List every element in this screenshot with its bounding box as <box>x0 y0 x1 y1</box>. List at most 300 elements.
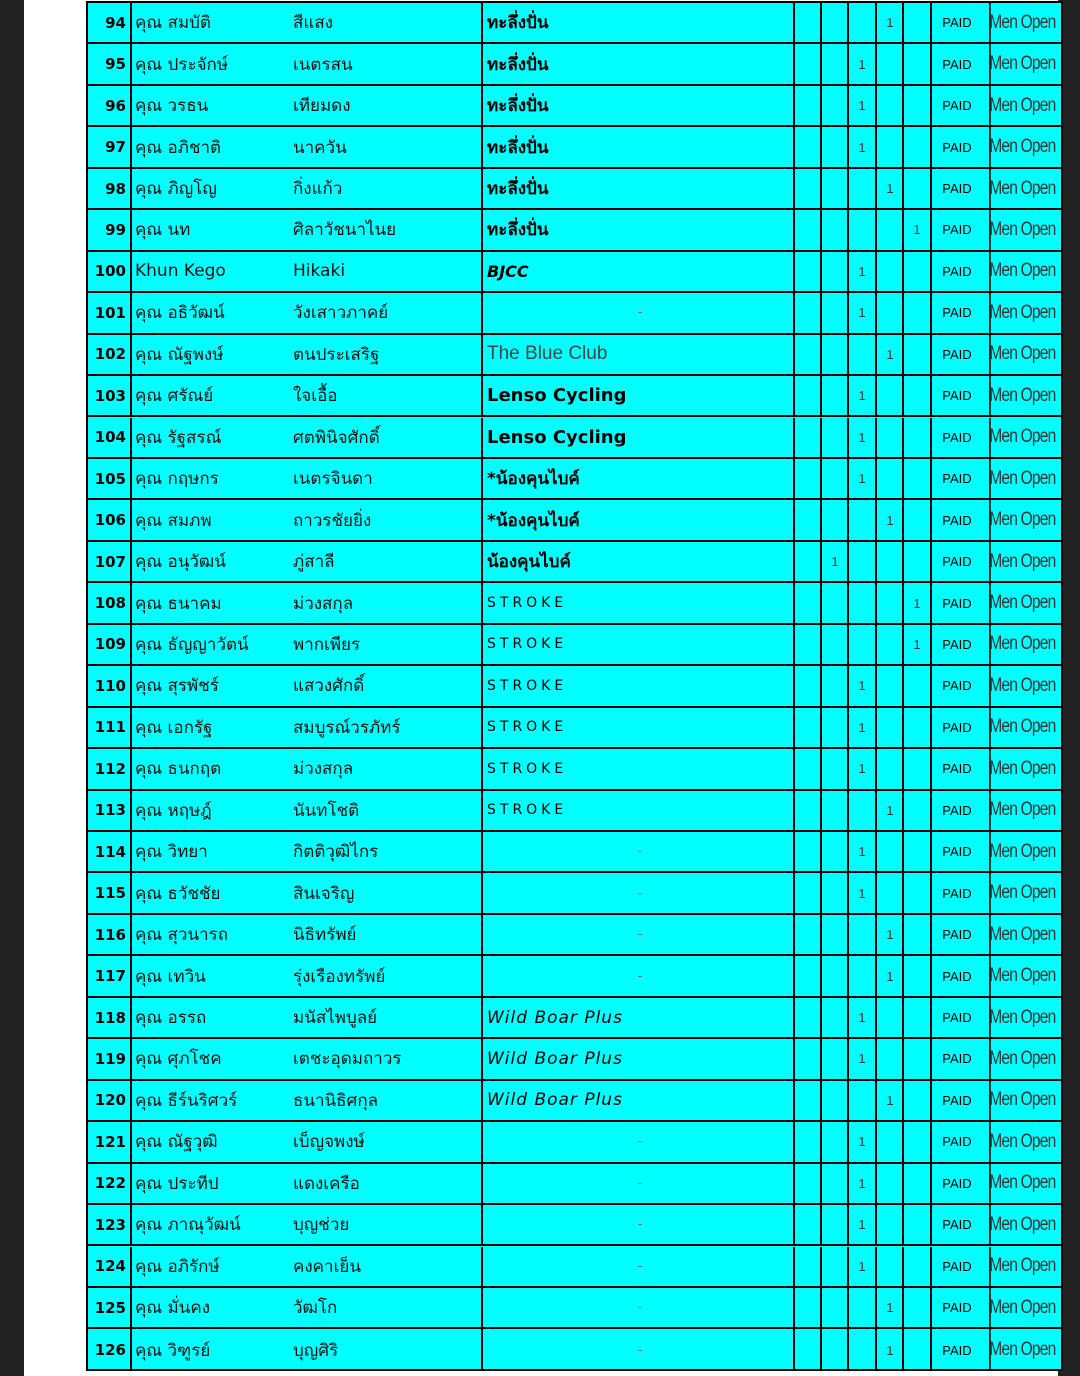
count-cell-col2 <box>820 210 848 249</box>
count-cell-col4 <box>875 832 903 871</box>
last-name: ธนานิธิศกุล <box>293 1090 379 1111</box>
club-name: - <box>481 873 793 912</box>
count-cell-col1 <box>793 1039 821 1078</box>
category: Men Open <box>989 583 1054 622</box>
table-row <box>88 1205 1061 1246</box>
row-number: 108 <box>94 594 126 613</box>
count-cell-col1 <box>793 998 821 1037</box>
count-cell-col3 <box>847 210 875 249</box>
first-name: คุณ ศุภโชค <box>130 1039 290 1078</box>
payment-status: PAID <box>930 832 982 871</box>
row-number: 120 <box>94 1091 126 1110</box>
table-row <box>88 459 1061 500</box>
count-cell-col2 <box>820 1329 848 1370</box>
payment-status: PAID <box>930 749 982 788</box>
count-cell-col3 <box>847 1288 875 1327</box>
club-name: - <box>481 1329 793 1370</box>
payment-status: PAID <box>930 293 982 332</box>
row-number: 101 <box>94 303 126 322</box>
count-cell-col5: 1 <box>902 625 930 664</box>
count-cell-col5 <box>902 998 930 1037</box>
count-cell-col4 <box>875 44 903 83</box>
payment-status: PAID <box>930 1081 982 1120</box>
first-name: คุณ เทวิน <box>130 956 290 995</box>
row-number: 119 <box>94 1049 126 1068</box>
table-row <box>88 335 1061 376</box>
count-cell-col3: 1 <box>847 998 875 1037</box>
count-cell-col1 <box>793 459 821 498</box>
last-name: วังเสาวภาคย์ <box>293 303 389 324</box>
club-name: STROKE <box>481 625 793 664</box>
club-name: Lenso Cycling <box>481 376 793 415</box>
category: Men Open <box>989 1122 1054 1161</box>
category: Men Open <box>989 252 1054 291</box>
payment-status: PAID <box>930 376 982 415</box>
first-name: คุณ วรธน <box>130 86 290 125</box>
row-number: 112 <box>94 759 126 778</box>
table-row <box>88 252 1061 293</box>
first-name: คุณ ณัฐวุฒิ <box>130 1122 290 1161</box>
club-name: น้องคุนไบค์ <box>481 542 793 581</box>
count-cell-col1 <box>793 666 821 705</box>
last-name: นันทโชติ <box>293 800 360 821</box>
first-name: คุณ ธนกฤต <box>130 749 290 788</box>
count-cell-col5 <box>902 1164 930 1203</box>
payment-status: PAID <box>930 666 982 705</box>
count-cell-col3: 1 <box>847 873 875 912</box>
last-name: ม่วงสกุล <box>293 593 354 614</box>
first-name: คุณ ณัฐพงษ์ <box>130 335 290 374</box>
count-cell-col5 <box>902 500 930 539</box>
count-cell-col1 <box>793 252 821 291</box>
count-cell-col1 <box>793 1288 821 1327</box>
payment-status: PAID <box>930 791 982 830</box>
last-name: ถาวรชัยยิ่ง <box>293 510 372 531</box>
row-number: 125 <box>94 1298 126 1317</box>
last-name: Hikaki <box>293 261 346 282</box>
count-cell-col1 <box>793 873 821 912</box>
first-name: คุณ สมภพ <box>130 500 290 539</box>
club-name: STROKE <box>481 583 793 622</box>
count-cell-col1 <box>793 583 821 622</box>
row-number: 103 <box>94 386 126 405</box>
count-cell-col3: 1 <box>847 376 875 415</box>
count-cell-col2: 1 <box>820 542 848 581</box>
count-cell-col4 <box>875 998 903 1037</box>
category: Men Open <box>989 749 1054 788</box>
count-cell-col4 <box>875 127 903 166</box>
table-row <box>88 708 1061 749</box>
club-name: The Blue Club <box>481 335 793 374</box>
club-name: STROKE <box>481 708 793 747</box>
table-row <box>88 832 1061 873</box>
count-cell-col2 <box>820 832 848 871</box>
count-cell-col5 <box>902 169 930 208</box>
count-cell-col2 <box>820 3 848 42</box>
first-name: คุณ วิทยา <box>130 832 290 871</box>
first-name: คุณ ธัญญาวัตน์ <box>130 625 290 664</box>
category: Men Open <box>989 1247 1054 1286</box>
count-cell-col2 <box>820 335 848 374</box>
count-cell-col2 <box>820 418 848 457</box>
row-number: 113 <box>94 801 126 820</box>
count-cell-col4 <box>875 1205 903 1244</box>
club-name: STROKE <box>481 749 793 788</box>
last-name: รุ่งเรืองทรัพย์ <box>293 966 386 987</box>
count-cell-col1 <box>793 1081 821 1120</box>
count-cell-col5 <box>902 3 930 42</box>
count-cell-col3: 1 <box>847 708 875 747</box>
last-name: สีแสง <box>293 13 334 34</box>
payment-status: PAID <box>930 873 982 912</box>
table-row <box>88 1039 1061 1080</box>
first-name: คุณ ประทีป <box>130 1164 290 1203</box>
category: Men Open <box>989 708 1054 747</box>
count-cell-col5 <box>902 1122 930 1161</box>
first-name: คุณ เอกรัฐ <box>130 708 290 747</box>
count-cell-col2 <box>820 1288 848 1327</box>
count-cell-col2 <box>820 749 848 788</box>
count-cell-col5 <box>902 252 930 291</box>
payment-status: PAID <box>930 500 982 539</box>
row-number: 122 <box>94 1174 126 1193</box>
count-cell-col4: 1 <box>875 915 903 954</box>
payment-status: PAID <box>930 44 982 83</box>
first-name: คุณ ศรัณย์ <box>130 376 290 415</box>
payment-status: PAID <box>930 86 982 125</box>
count-cell-col4: 1 <box>875 1329 903 1370</box>
payment-status: PAID <box>930 998 982 1037</box>
category: Men Open <box>989 666 1054 705</box>
count-cell-col2 <box>820 1164 848 1203</box>
count-cell-col2 <box>820 293 848 332</box>
row-number: 95 <box>105 55 126 74</box>
category: Men Open <box>989 956 1054 995</box>
count-cell-col2 <box>820 169 848 208</box>
category: Men Open <box>989 1081 1054 1120</box>
category: Men Open <box>989 832 1054 871</box>
count-cell-col1 <box>793 127 821 166</box>
row-number: 124 <box>94 1257 126 1276</box>
count-cell-col3: 1 <box>847 418 875 457</box>
count-cell-col4 <box>875 376 903 415</box>
count-cell-col3 <box>847 500 875 539</box>
row-number: 118 <box>94 1008 126 1027</box>
club-name: ทะลึ่งปั่น <box>481 169 793 208</box>
last-name: แสวงศักดิ์ <box>293 676 365 697</box>
payment-status: PAID <box>930 3 982 42</box>
club-name: ทะลึ่งปั่น <box>481 44 793 83</box>
table-row <box>88 210 1061 251</box>
count-cell-col2 <box>820 459 848 498</box>
count-cell-col4 <box>875 1039 903 1078</box>
count-cell-col1 <box>793 335 821 374</box>
first-name: คุณ อนุวัฒน์ <box>130 542 290 581</box>
category: Men Open <box>989 542 1054 581</box>
count-cell-col1 <box>793 1122 821 1161</box>
table-row <box>88 1288 1061 1329</box>
row-number: 115 <box>94 884 126 903</box>
row-number: 100 <box>94 262 126 281</box>
last-name: แดงเครือ <box>293 1173 360 1194</box>
count-cell-col1 <box>793 708 821 747</box>
document-page <box>24 0 1058 1376</box>
club-name: Lenso Cycling <box>481 418 793 457</box>
table-row <box>88 500 1061 541</box>
table-row <box>88 1122 1061 1163</box>
club-name: - <box>481 956 793 995</box>
category: Men Open <box>989 1039 1054 1078</box>
count-cell-col4 <box>875 210 903 249</box>
count-cell-col5 <box>902 86 930 125</box>
table-row <box>88 1164 1061 1205</box>
row-number: 126 <box>94 1341 126 1360</box>
last-name: บุญช่วย <box>293 1215 350 1236</box>
count-cell-col1 <box>793 915 821 954</box>
count-cell-col1 <box>793 293 821 332</box>
first-name: คุณ สุรพัชร์ <box>130 666 290 705</box>
category: Men Open <box>989 500 1054 539</box>
count-cell-col5 <box>902 376 930 415</box>
category: Men Open <box>989 1329 1054 1370</box>
count-cell-col3 <box>847 335 875 374</box>
count-cell-col5 <box>902 127 930 166</box>
payment-status: PAID <box>930 1164 982 1203</box>
club-name: - <box>481 1122 793 1161</box>
table-row <box>88 666 1061 707</box>
count-cell-col2 <box>820 625 848 664</box>
count-cell-col5 <box>902 293 930 332</box>
count-cell-col5 <box>902 915 930 954</box>
last-name: เบ็ญจพงษ์ <box>293 1132 365 1153</box>
first-name: คุณ กฤษกร <box>130 459 290 498</box>
club-name: ทะลึ่งปั่น <box>481 3 793 42</box>
count-cell-col3: 1 <box>847 1247 875 1286</box>
row-number: 111 <box>94 718 126 737</box>
club-name: - <box>481 1247 793 1286</box>
club-name: - <box>481 1288 793 1327</box>
count-cell-col2 <box>820 1122 848 1161</box>
last-name: คงคาเย็น <box>293 1256 361 1277</box>
last-name: ม่วงสกุล <box>293 759 354 780</box>
count-cell-col3: 1 <box>847 86 875 125</box>
count-cell-col3: 1 <box>847 1164 875 1203</box>
count-cell-col3 <box>847 956 875 995</box>
first-name: คุณ อรรถ <box>130 998 290 1037</box>
count-cell-col1 <box>793 500 821 539</box>
first-name: คุณ อภิชาติ <box>130 127 290 166</box>
count-cell-col2 <box>820 1039 848 1078</box>
count-cell-col4 <box>875 459 903 498</box>
row-number: 102 <box>94 345 126 364</box>
row-number: 98 <box>105 179 126 198</box>
last-name: เนตรสน <box>293 54 353 75</box>
club-name: Wild Boar Plus <box>481 998 793 1037</box>
category: Men Open <box>989 459 1054 498</box>
count-cell-col3: 1 <box>847 666 875 705</box>
count-cell-col1 <box>793 210 821 249</box>
club-name: Wild Boar Plus <box>481 1039 793 1078</box>
count-cell-col4: 1 <box>875 791 903 830</box>
table-row <box>88 749 1061 790</box>
count-cell-col4: 1 <box>875 1081 903 1120</box>
payment-status: PAID <box>930 542 982 581</box>
count-cell-col1 <box>793 376 821 415</box>
payment-status: PAID <box>930 252 982 291</box>
count-cell-col5 <box>902 956 930 995</box>
count-cell-col4 <box>875 583 903 622</box>
count-cell-col1 <box>793 956 821 995</box>
table-row <box>88 625 1061 666</box>
count-cell-col2 <box>820 1081 848 1120</box>
table-row <box>88 376 1061 417</box>
table-row <box>88 791 1061 832</box>
category: Men Open <box>989 169 1054 208</box>
count-cell-col5 <box>902 873 930 912</box>
last-name: กิ่งแก้ว <box>293 179 343 200</box>
last-name: นาควัน <box>293 137 347 158</box>
count-cell-col3: 1 <box>847 1122 875 1161</box>
table-row <box>88 915 1061 956</box>
count-cell-col4 <box>875 666 903 705</box>
club-name: BJCC <box>481 252 793 291</box>
count-cell-col4: 1 <box>875 1288 903 1327</box>
count-cell-col2 <box>820 915 848 954</box>
payment-status: PAID <box>930 583 982 622</box>
club-name: - <box>481 915 793 954</box>
count-cell-col4 <box>875 708 903 747</box>
club-name: *น้องคุนไบค์ <box>481 500 793 539</box>
count-cell-col2 <box>820 1247 848 1286</box>
count-cell-col3: 1 <box>847 293 875 332</box>
count-cell-col1 <box>793 44 821 83</box>
count-cell-col3 <box>847 915 875 954</box>
count-cell-col3 <box>847 625 875 664</box>
count-cell-col3 <box>847 583 875 622</box>
count-cell-col5 <box>902 1329 930 1370</box>
payment-status: PAID <box>930 915 982 954</box>
count-cell-col4 <box>875 873 903 912</box>
count-cell-col1 <box>793 1205 821 1244</box>
count-cell-col2 <box>820 666 848 705</box>
payment-status: PAID <box>930 1205 982 1244</box>
count-cell-col4 <box>875 418 903 457</box>
payment-status: PAID <box>930 127 982 166</box>
count-cell-col5 <box>902 749 930 788</box>
registration-table <box>86 1 1063 1371</box>
count-cell-col5 <box>902 44 930 83</box>
category: Men Open <box>989 44 1054 83</box>
count-cell-col1 <box>793 749 821 788</box>
last-name: ใจเอื้อ <box>293 386 338 407</box>
count-cell-col1 <box>793 542 821 581</box>
last-name: บุญศิริ <box>293 1340 339 1361</box>
club-name: ทะลึ่งปั่น <box>481 127 793 166</box>
club-name: STROKE <box>481 666 793 705</box>
count-cell-col4: 1 <box>875 500 903 539</box>
count-cell-col5 <box>902 708 930 747</box>
count-cell-col2 <box>820 44 848 83</box>
last-name: เตชะอุดมถาวร <box>293 1049 402 1070</box>
count-cell-col4 <box>875 749 903 788</box>
count-cell-col3: 1 <box>847 459 875 498</box>
club-name: - <box>481 832 793 871</box>
row-number: 116 <box>94 925 126 944</box>
club-name: STROKE <box>481 791 793 830</box>
club-name: - <box>481 1164 793 1203</box>
count-cell-col3: 1 <box>847 252 875 291</box>
row-number: 117 <box>94 967 126 986</box>
count-cell-col2 <box>820 376 848 415</box>
count-cell-col1 <box>793 1164 821 1203</box>
first-name: คุณ อภิรักษ์ <box>130 1247 290 1286</box>
table-row <box>88 583 1061 624</box>
count-cell-col2 <box>820 583 848 622</box>
category: Men Open <box>989 625 1054 664</box>
table-row <box>88 1247 1061 1288</box>
first-name: คุณ สุวนารถ <box>130 915 290 954</box>
count-cell-col3: 1 <box>847 1205 875 1244</box>
count-cell-col2 <box>820 708 848 747</box>
last-name: วัฒโก <box>293 1298 338 1319</box>
club-name: Wild Boar Plus <box>481 1081 793 1120</box>
table-row <box>88 998 1061 1039</box>
count-cell-col1 <box>793 3 821 42</box>
club-name: - <box>481 1205 793 1244</box>
count-cell-col5 <box>902 418 930 457</box>
payment-status: PAID <box>930 335 982 374</box>
first-name: คุณ ประจักษ์ <box>130 44 290 83</box>
club-name: ทะลึ่งปั่น <box>481 210 793 249</box>
row-number: 121 <box>94 1132 126 1151</box>
last-name: เทียมดง <box>293 96 351 117</box>
count-cell-col3: 1 <box>847 832 875 871</box>
table-row <box>88 127 1061 168</box>
first-name: คุณ ธนาคม <box>130 583 290 622</box>
count-cell-col4 <box>875 1164 903 1203</box>
club-name: - <box>481 293 793 332</box>
count-cell-col1 <box>793 1329 821 1370</box>
count-cell-col3: 1 <box>847 44 875 83</box>
count-cell-col3 <box>847 3 875 42</box>
row-number: 109 <box>94 635 126 654</box>
payment-status: PAID <box>930 1329 982 1370</box>
category: Men Open <box>989 915 1054 954</box>
last-name: พากเพียร <box>293 634 361 655</box>
count-cell-col2 <box>820 1205 848 1244</box>
first-name: คุณ วิฑูรย์ <box>130 1329 290 1370</box>
count-cell-col2 <box>820 86 848 125</box>
last-name: ศตพินิจศักดิ์ <box>293 427 380 448</box>
category: Men Open <box>989 86 1054 125</box>
table-row <box>88 956 1061 997</box>
first-name: คุณ ภาณุวัฒน์ <box>130 1205 290 1244</box>
count-cell-col4 <box>875 293 903 332</box>
first-name: คุณ สมบัติ <box>130 3 290 42</box>
table-row <box>88 418 1061 459</box>
count-cell-col1 <box>793 832 821 871</box>
count-cell-col5 <box>902 1247 930 1286</box>
count-cell-col4: 1 <box>875 3 903 42</box>
count-cell-col4 <box>875 86 903 125</box>
count-cell-col3: 1 <box>847 1039 875 1078</box>
count-cell-col4: 1 <box>875 956 903 995</box>
table-row <box>88 542 1061 583</box>
count-cell-col4 <box>875 1247 903 1286</box>
last-name: ศิลาวัชนาไนย <box>293 220 397 241</box>
count-cell-col1 <box>793 169 821 208</box>
table-row <box>88 873 1061 914</box>
